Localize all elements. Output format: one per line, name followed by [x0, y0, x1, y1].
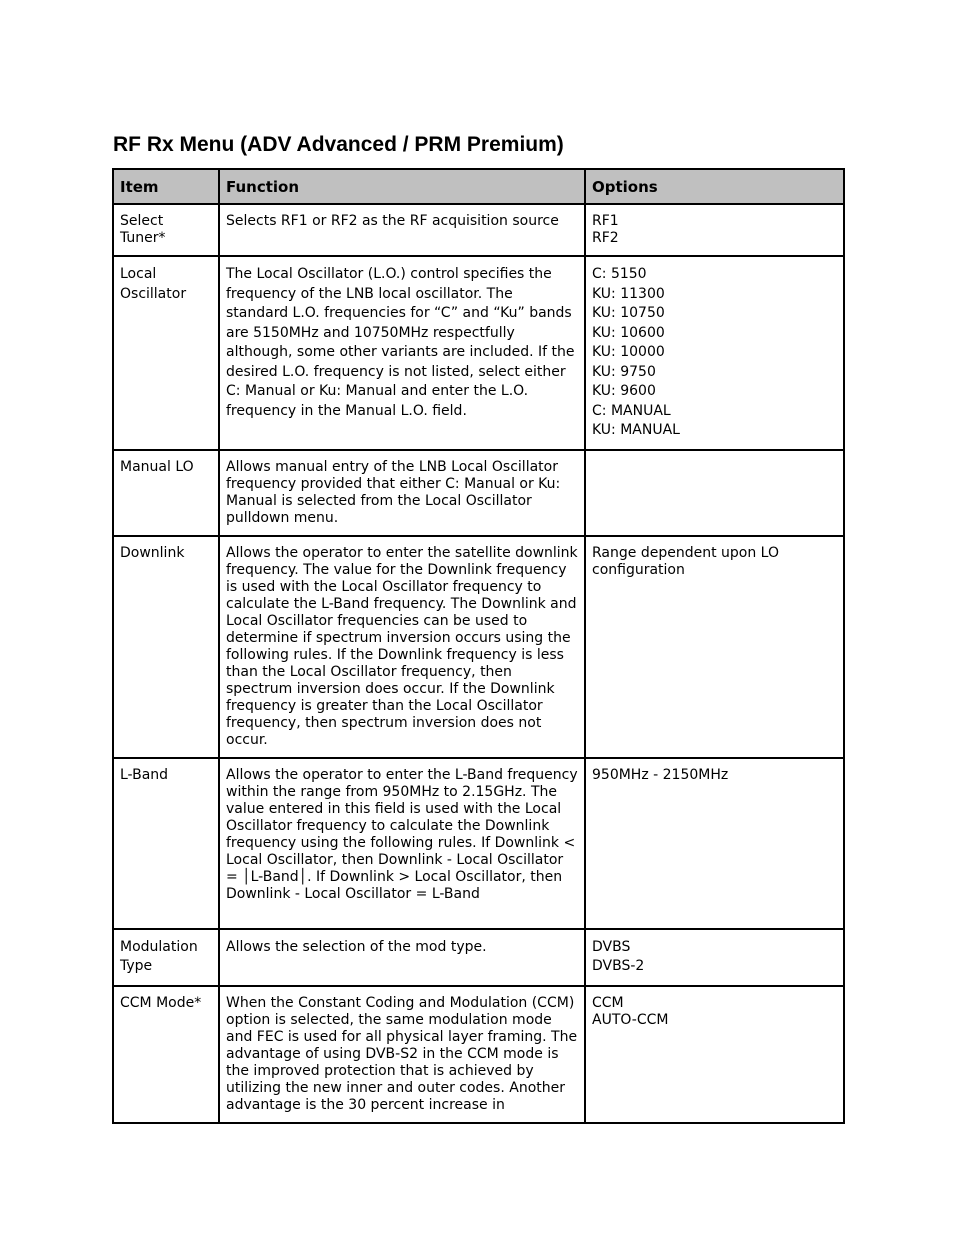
options-cell — [585, 758, 844, 929]
option-value: RF2 — [592, 230, 619, 246]
option-value: DVBS — [592, 938, 631, 955]
item-cell: CCM Mode* — [113, 986, 219, 1123]
column-header-options: Options — [585, 169, 844, 204]
options-cell — [585, 450, 844, 536]
options-cell — [585, 536, 844, 758]
option-value: KU: MANUAL — [592, 422, 680, 438]
option-value: C: MANUAL — [592, 402, 671, 419]
rf-rx-menu-table — [112, 168, 845, 1124]
table-header-row — [113, 169, 844, 204]
table-row — [113, 536, 844, 758]
function-cell: Allows the operator to enter the satellite downlink frequency. The value for the Downlink frequency is used with the Local Oscillator frequency to calculate the L-Band frequency. The Downlink and Local Oscillator frequencies can be used to determine if spectrum inversion occurs using the following rules. If the Downlink frequency is less than the Local Oscillator frequency, then spectrum inversion does occur. If the Downlink frequency is greater than the Local Oscillator frequency, then spectrum inversion does not occur. — [219, 536, 585, 758]
table-row — [113, 986, 844, 1123]
function-cell: Allows manual entry of the LNB Local Oscillator frequency provided that either C: Manual or Ku: Manual is selected from the Local Oscillator pulldown menu. — [219, 450, 585, 536]
option-value: CCM — [592, 994, 624, 1011]
table-row — [113, 256, 844, 450]
options-cell — [585, 929, 844, 986]
function-cell: Selects RF1 or RF2 as the RF acquisition source — [219, 204, 585, 256]
options-cell — [585, 204, 844, 256]
option-value: KU: 9750 — [592, 363, 656, 380]
column-header-item: Item — [113, 169, 219, 204]
item-cell: L-Band — [113, 758, 219, 929]
column-header-function: Function — [219, 169, 585, 204]
option-value: KU: 9600 — [592, 383, 656, 399]
option-value: AUTO-CCM — [592, 1011, 669, 1028]
function-cell: When the Constant Coding and Modulation (CCM) option is selected, the same modulation mode and FEC is used for all physical layer framing. The advantage of using DVB-S2 in the CCM mode is the improved protection that is achieved by utilizing the new inner and outer codes. Another advantage is the 30 percent increase in — [219, 986, 585, 1123]
item-cell: Manual LO — [113, 450, 219, 536]
function-cell: Allows the selection of the mod type. — [219, 929, 585, 986]
option-value: KU: 11300 — [592, 285, 665, 302]
item-cell: Modulation Type — [113, 929, 219, 986]
option-value: C: 5150 — [592, 266, 647, 282]
item-cell: Downlink — [113, 536, 219, 758]
function-cell: The Local Oscillator (L.O.) control specifies the frequency of the LNB local oscillator. The standard L.O. frequencies for “C” and “Ku” bands are 5150MHz and 10750MHz respectfully although, some other variants are included. If the desired L.O. frequency is not listed, select either C: Manual or Ku: Manual and enter the L.O. frequency in the Manual L.O. field. — [219, 256, 585, 450]
option-value: DVBS-2 — [592, 958, 645, 974]
page-title: RF Rx Menu (ADV Advanced / PRM Premium) — [113, 133, 564, 156]
table-row — [113, 450, 844, 536]
option-value: 950MHz - 2150MHz — [592, 766, 729, 783]
options-cell — [585, 256, 844, 450]
option-value: KU: 10600 — [592, 324, 665, 341]
function-cell: Allows the operator to enter the L-Band frequency within the range from 950MHz to 2.15GHz. The value entered in this field is used with the Local Oscillator frequency to calculate the Downlink frequency using the following rules. If Downlink < Local Oscillator, then Downlink - Local Oscillator = │L-Band│. If Downlink > Local Oscillator, then Downlink - Local Oscillator = L-Band — [219, 758, 585, 929]
table-row — [113, 929, 844, 986]
option-value: RF1 — [592, 213, 619, 229]
table-row — [113, 758, 844, 929]
option-value: Range dependent upon LO configuration — [592, 544, 779, 578]
item-cell: Local Oscillator — [113, 256, 219, 450]
table-row — [113, 204, 844, 256]
option-value: KU: 10000 — [592, 344, 665, 360]
item-cell: Select Tuner* — [113, 204, 219, 256]
option-value: KU: 10750 — [592, 305, 665, 321]
options-cell — [585, 986, 844, 1123]
